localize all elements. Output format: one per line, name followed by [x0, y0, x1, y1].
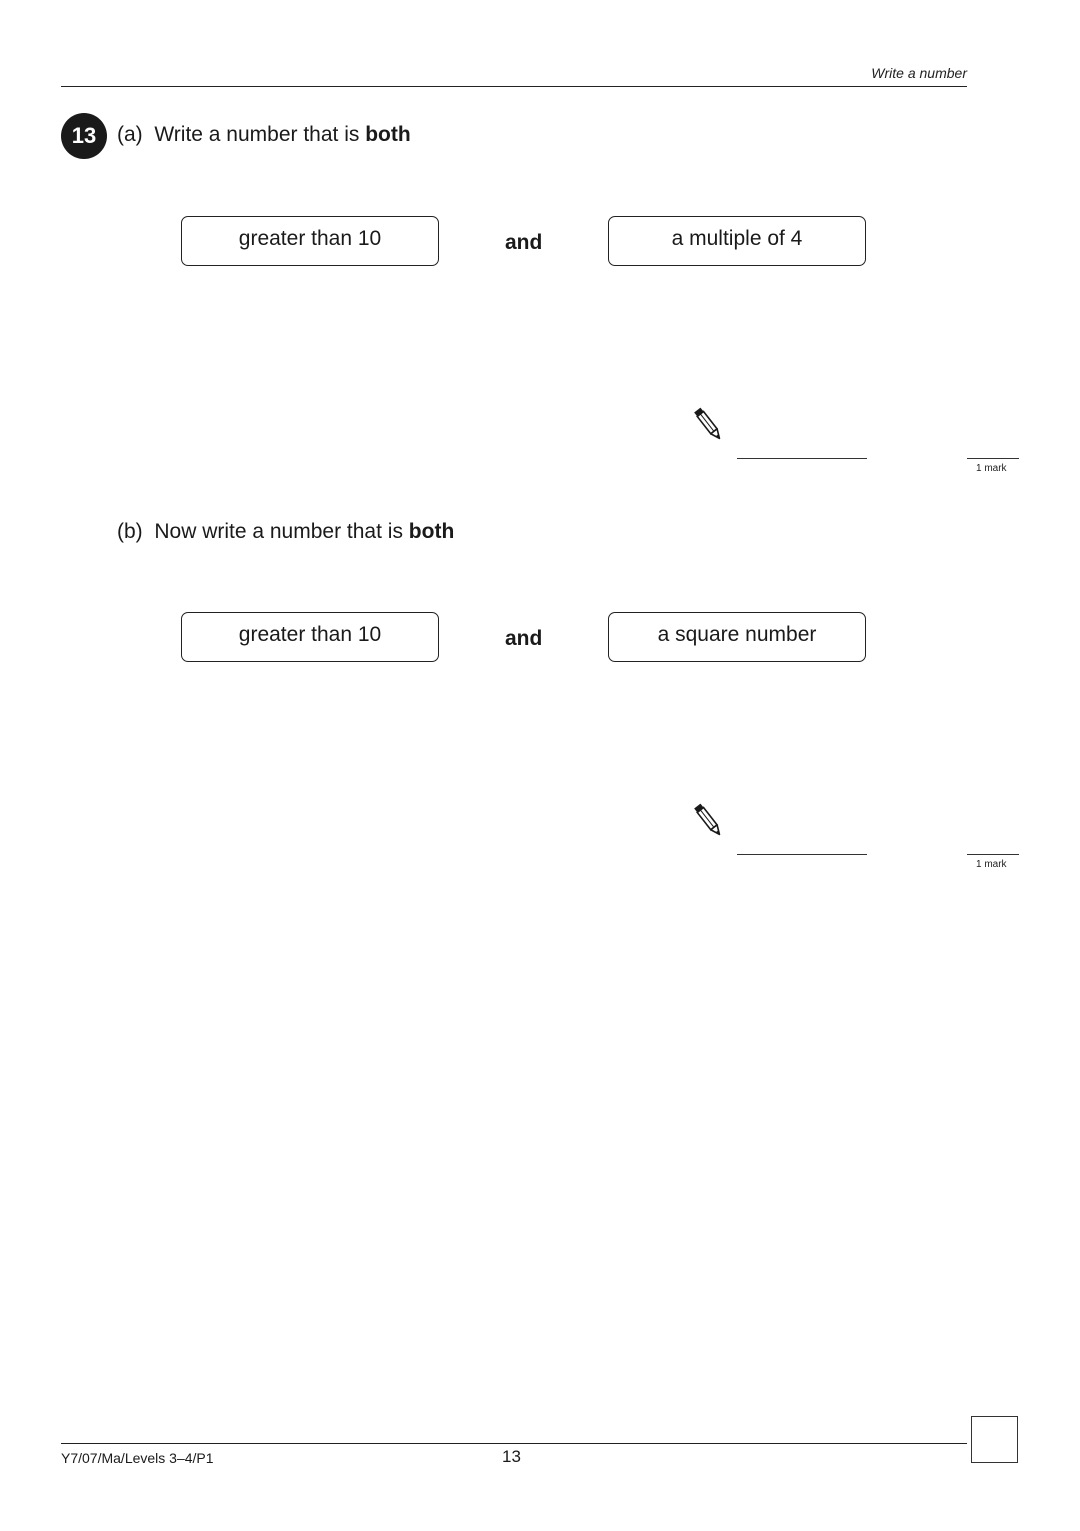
part-b-answer-line[interactable] [737, 854, 867, 855]
part-a-answer-line[interactable] [737, 458, 867, 459]
part-a-text: Write a number that is [154, 123, 360, 146]
paper-code: Y7/07/Ma/Levels 3–4/P1 [61, 1450, 214, 1466]
question-number-badge: 13 [61, 113, 107, 159]
part-b-prompt [117, 520, 454, 544]
section-title: Write a number [871, 65, 967, 81]
part-a-condition-1: greater than 10 [181, 216, 439, 266]
part-a-emphasis: both [365, 123, 411, 146]
part-a-prompt [117, 123, 411, 147]
part-b-mark-rule [967, 854, 1019, 855]
pencil-icon [693, 801, 725, 841]
part-a-label: (a) [117, 123, 143, 146]
part-b-mark: 1 mark [976, 859, 1007, 870]
pencil-icon [693, 405, 725, 445]
part-b-emphasis: both [408, 520, 455, 543]
header-rule [61, 86, 967, 87]
part-b-condition-1: greater than 10 [181, 612, 439, 662]
part-a-mark: 1 mark [976, 463, 1007, 474]
part-a-mark-rule [967, 458, 1019, 459]
part-b-text: Now write a number that is [154, 520, 403, 543]
part-a-connector: and [505, 231, 543, 254]
part-b-connector: and [505, 627, 543, 650]
footer-rule [61, 1443, 967, 1444]
page-number: 13 [502, 1447, 521, 1466]
part-b-label: (b) [117, 520, 143, 543]
part-a-condition-2: a multiple of 4 [608, 216, 866, 266]
total-mark-box[interactable] [971, 1416, 1018, 1463]
part-b-condition-2: a square number [608, 612, 866, 662]
